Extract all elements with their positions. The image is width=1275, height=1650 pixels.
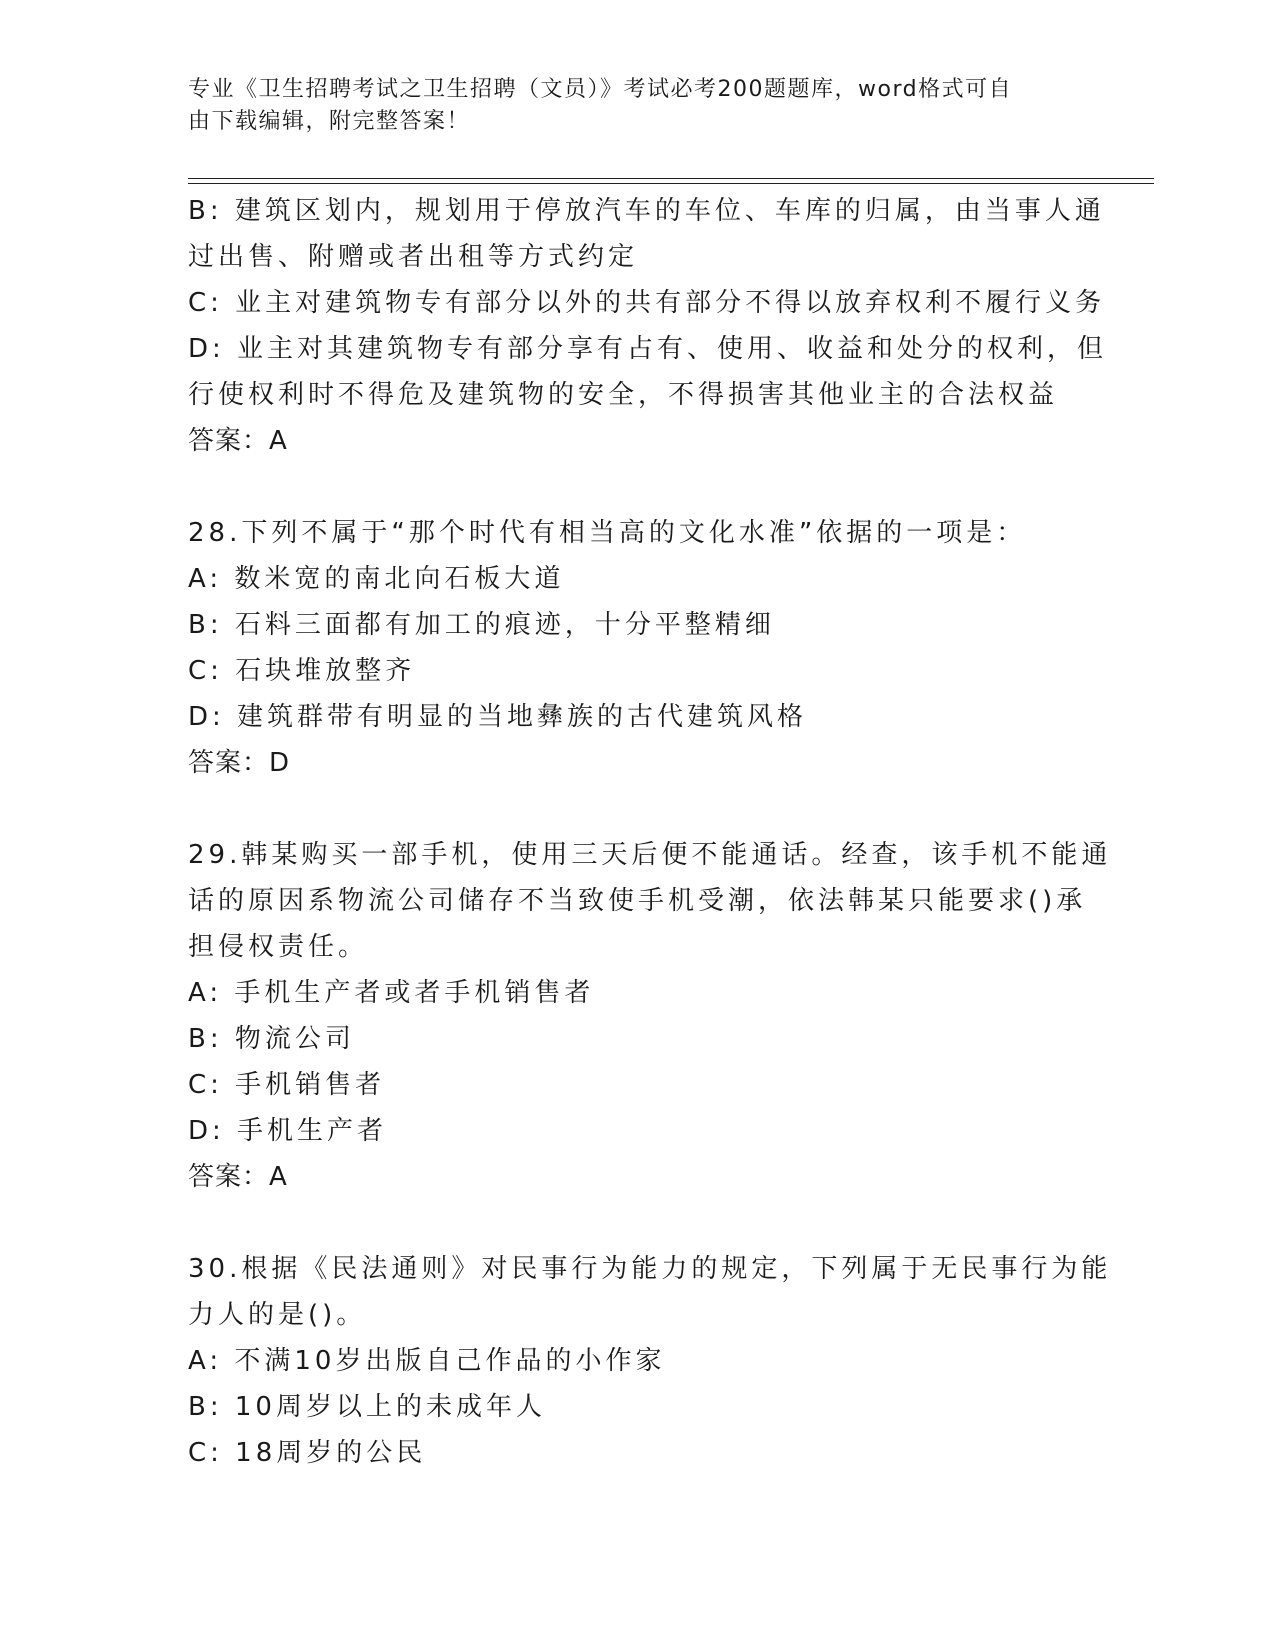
option-b: B: 建筑区划内，规划用于停放汽车的车位、车库的归属，由当事人通	[188, 196, 1105, 226]
answer: 答案：A	[188, 426, 288, 456]
option-d: D: 业主对其建筑物专有部分享有占有、使用、收益和处分的权利，但	[188, 334, 1108, 364]
option-d: D: 建筑群带有明显的当地彝族的古代建筑风格	[188, 702, 808, 732]
question-28	[188, 510, 1088, 786]
option-a: A: 手机生产者或者手机销售者	[188, 978, 595, 1008]
option-d-cont: 行使权利时不得危及建筑物的安全，不得损害其他业主的合法权益	[188, 380, 1059, 410]
option-a: A: 数米宽的南北向石板大道	[188, 564, 565, 594]
question-stem: 28.下列不属于“那个时代有相当高的文化水准”依据的一项是：	[188, 518, 1027, 548]
answer: 答案：D	[188, 748, 291, 778]
spacer	[188, 464, 1088, 510]
question-stem-cont: 担侵权责任。	[188, 932, 369, 962]
header-line-1: 专业《卫生招聘考试之卫生招聘（文员）》考试必考200题题库，word格式可自	[188, 77, 1013, 102]
option-c: C: 18周岁的公民	[188, 1438, 427, 1468]
question-stem: 29.韩某购买一部手机，使用三天后便不能通话。经查，该手机不能通	[188, 840, 1112, 870]
option-a: A: 不满10岁出版自己作品的小作家	[188, 1346, 666, 1376]
option-b: B: 10周岁以上的未成年人	[188, 1392, 546, 1422]
question-27	[188, 188, 1108, 464]
option-c: C: 业主对建筑物专有部分以外的共有部分不得以放弃权利不履行义务	[188, 288, 1106, 318]
header-rule-bottom	[188, 183, 1154, 184]
option-c: C: 手机销售者	[188, 1070, 386, 1100]
question-stem-cont: 力人的是()。	[188, 1300, 367, 1330]
option-d: D: 手机生产者	[188, 1116, 388, 1146]
document-header	[188, 74, 1088, 138]
question-30	[188, 1246, 1112, 1476]
option-b-cont: 过出售、附赠或者出租等方式约定	[188, 242, 639, 272]
header-line-2: 由下载编辑，附完整答案！	[188, 109, 471, 134]
question-29	[188, 832, 1112, 1200]
question-stem-cont: 话的原因系物流公司储存不当致使手机受潮，依法韩某只能要求()承	[188, 886, 1087, 916]
option-b: B: 物流公司	[188, 1024, 355, 1054]
spacer	[188, 786, 1088, 832]
header-rule-top	[188, 178, 1154, 179]
question-stem: 30.根据《民法通则》对民事行为能力的规定，下列属于无民事行为能	[188, 1254, 1112, 1284]
question-list	[188, 188, 1112, 1476]
spacer	[188, 1200, 1088, 1246]
answer: 答案：A	[188, 1162, 288, 1192]
option-c: C: 石块堆放整齐	[188, 656, 416, 686]
option-b: B: 石料三面都有加工的痕迹，十分平整精细	[188, 610, 775, 640]
